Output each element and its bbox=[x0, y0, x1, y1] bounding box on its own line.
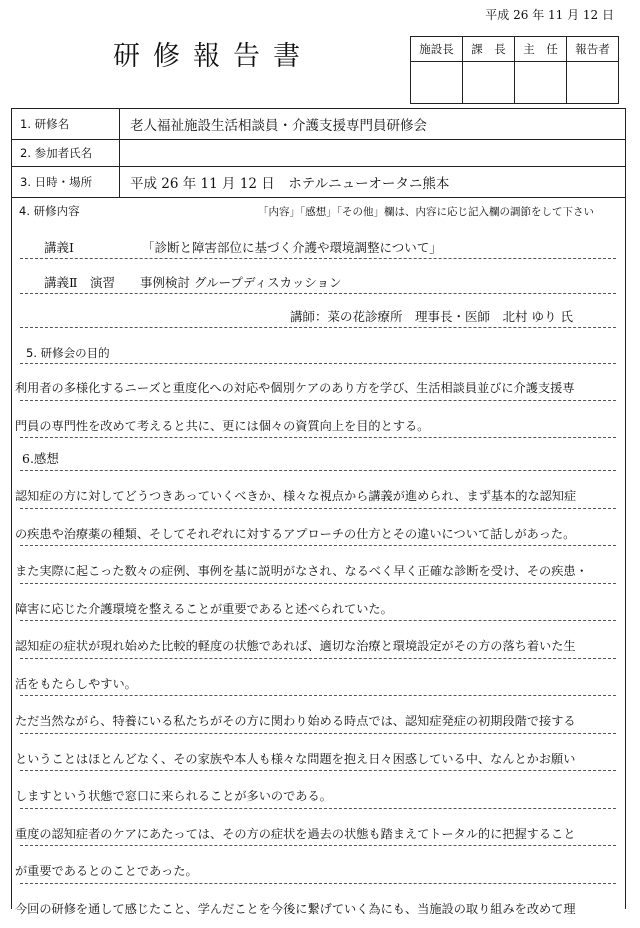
stamp-box-director[interactable] bbox=[411, 62, 463, 104]
impression-line: ただ当然ながら、特養にいる私たちがその方に関わり始める時点では、認知症発症の初期段階で接する bbox=[15, 703, 618, 741]
divider bbox=[20, 583, 616, 584]
divider bbox=[20, 437, 616, 438]
datetime-row bbox=[12, 167, 625, 198]
purpose-line: 利用者の多様化するニーズと重度化への対応や個別ケアのあり方を学び、生活相談員並びに介護支援専 bbox=[15, 370, 618, 408]
divider bbox=[20, 327, 616, 328]
page-title: 研修報告書 bbox=[113, 34, 313, 73]
divider bbox=[20, 620, 616, 621]
divider bbox=[20, 808, 616, 809]
impression-line: 障害に応じた介護環境を整えることが重要であると述べられていた。 bbox=[15, 591, 618, 629]
divider bbox=[20, 508, 616, 509]
datetime-label: 3. 日時・場所 bbox=[20, 174, 92, 190]
stamp-header-section-chief: 課 長 bbox=[463, 37, 515, 62]
participant-label: 2. 参加者氏名 bbox=[20, 145, 92, 161]
divider bbox=[20, 845, 616, 846]
impression-line: 今回の研修を通して感じたこと、学んだことを今後に繋げていく為にも、当施設の取り組みを改めて理 bbox=[15, 891, 618, 928]
impression-line: また実際に起こった数々の症例、事例を基に説明がなされ、なるべく早く正確な診断を受け、その疾患・ bbox=[15, 553, 618, 591]
divider bbox=[20, 363, 616, 364]
impression-line: ということはほとんどなく、その家族や本人も様々な問題を抱え日々困惑している中、なんとかお願い bbox=[15, 741, 618, 779]
lecture2-title: 講義Ⅱ 演習 事例検討 グループディスカッション bbox=[44, 273, 342, 291]
datetime-value: 平成 26 年 11 月 12 日 ホテルニューオータニ熊本 bbox=[130, 172, 449, 192]
lecture1-title: 「診断と障害部位に基づく介護や環境調整について」 bbox=[142, 238, 442, 256]
lecture1-number: 講義Ⅰ bbox=[44, 238, 74, 256]
impression-line: しますという状態で窓口に来られることが多いのである。 bbox=[15, 778, 618, 816]
purpose-line: 門員の専門性を改めて考えると共に、更には個々の資質向上を目的とする。 bbox=[15, 408, 618, 446]
stamp-box-chief[interactable] bbox=[515, 62, 567, 104]
content-label: 4. 研修内容 bbox=[19, 203, 80, 219]
course-name-value: 老人福祉施設生活相談員・介護支援専門員研修会 bbox=[130, 114, 427, 134]
purpose-text bbox=[15, 370, 618, 445]
report-date: 平成 26 年 11 月 12 日 bbox=[485, 6, 614, 23]
impression-line: の疾患や治療薬の種類、そしてそれぞれに対するアプローチの仕方とその違いについて話しがあった。 bbox=[15, 516, 618, 554]
stamp-header-chief: 主 任 bbox=[515, 37, 567, 62]
divider bbox=[20, 733, 616, 734]
participant-row bbox=[12, 140, 625, 167]
stamp-header-reporter: 報告者 bbox=[567, 37, 619, 62]
impression-line: 活をもたらしやすい。 bbox=[15, 666, 618, 704]
impression-line: 重度の認知症者のケアにあたっては、その方の症状を過去の状態も踏まえてトータル的に把握すること bbox=[15, 816, 618, 854]
stamp-box-reporter[interactable] bbox=[567, 62, 619, 104]
purpose-heading: 5. 研修会の目的 bbox=[26, 345, 110, 361]
divider bbox=[20, 293, 616, 294]
course-name-row bbox=[12, 109, 625, 140]
course-name-label: 1. 研修名 bbox=[20, 116, 69, 132]
lecturer: 講師：菜の花診療所 理事長・医師 北村 ゆり 氏 bbox=[290, 307, 573, 325]
divider bbox=[20, 695, 616, 696]
approval-stamp-table bbox=[410, 36, 619, 104]
stamp-header-director: 施設長 bbox=[411, 37, 463, 62]
impression-line: が重要であるとのことであった。 bbox=[15, 853, 618, 891]
divider bbox=[20, 545, 616, 546]
divider bbox=[20, 658, 616, 659]
divider bbox=[20, 400, 616, 401]
divider bbox=[20, 770, 616, 771]
impression-line: 認知症の症状が現れ始めた比較的軽度の状態であれば、適切な治療と環境設定がその方の落ち着いた生 bbox=[15, 628, 618, 666]
impression-line: 認知症の方に対してどうつきあっていくべきか、様々な視点から講義が進められ、まず基本的な認知症 bbox=[15, 478, 618, 516]
divider bbox=[20, 258, 616, 259]
divider bbox=[20, 883, 616, 884]
divider bbox=[20, 470, 616, 471]
content-note: 「内容」「感想」「その他」欄は、内容に応じ記入欄の調節をして下さい bbox=[258, 204, 594, 219]
stamp-box-section-chief[interactable] bbox=[463, 62, 515, 104]
impressions-heading: 6.感想 bbox=[22, 449, 59, 467]
